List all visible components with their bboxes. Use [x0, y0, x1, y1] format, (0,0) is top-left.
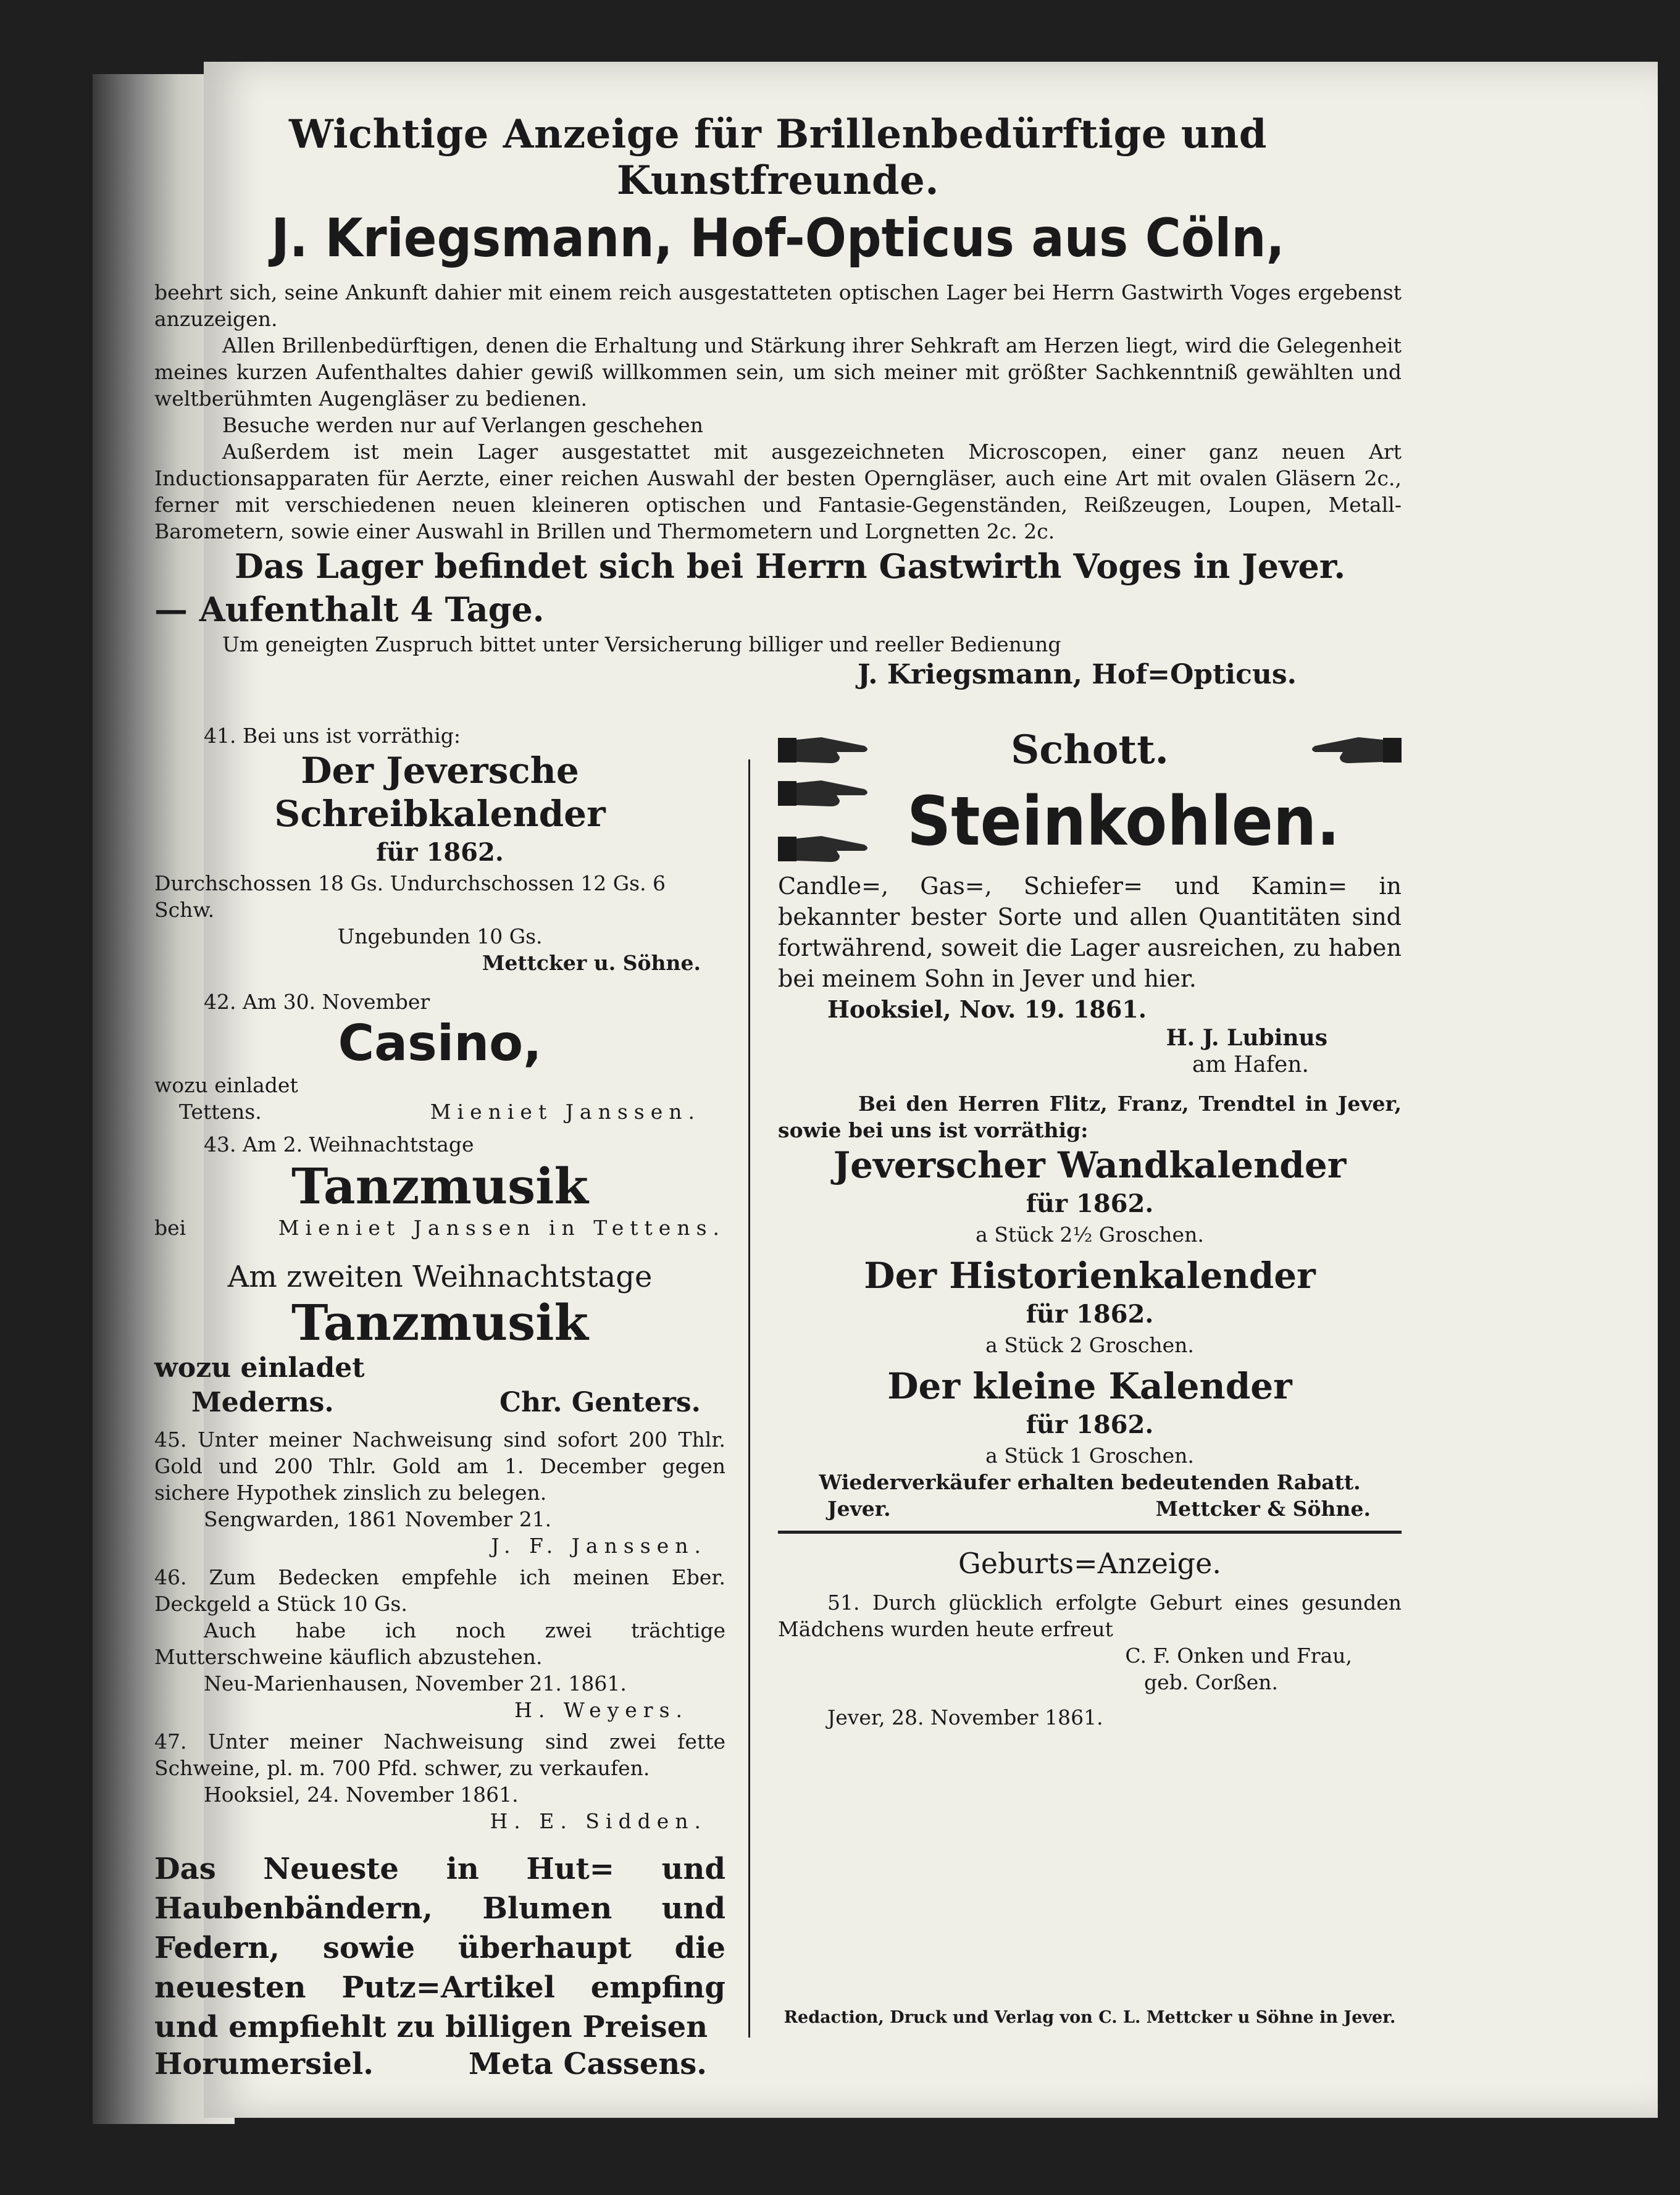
kalender1-title: Jeverscher Wandkalender — [833, 1144, 1347, 1186]
ad43-number: 43. Am 2. Weihnachtstage — [204, 1132, 474, 1156]
column-divider — [748, 759, 750, 2038]
section-rule — [778, 1531, 1402, 1534]
ad48-place: Horumersiel. — [154, 2047, 374, 2081]
ad44-line3 — [154, 1386, 725, 1420]
ad42-signature: Mieniet Janssen. — [430, 1100, 701, 1124]
kohle-signature1: H. J. Lubinus — [1166, 1025, 1327, 1051]
ad46-text2: Auch habe ich noch zwei trächtige Mutterschweine käuflich abzustehen. — [154, 1618, 725, 1669]
geburt-place: Jever, 28. November 1861. — [827, 1705, 1103, 1729]
left-column — [154, 722, 725, 2081]
headline-brillen: Wichtige Anzeige für Brillenbedürftige und Kunstfreunde. — [289, 111, 1267, 204]
ad42-number: 42. Am 30. November — [204, 990, 430, 1014]
ad46-signature: H. Weyers. — [514, 1698, 688, 1722]
ad48-text: Das Neueste in Hut= und Haubenbändern, Blumen und Federn, sowie überhaupt die neuesten Putz=Artikel empfing und empfiehlt zu billigen Preisen — [154, 1852, 725, 2044]
kalender1-price: a Stück 2½ Groschen. — [976, 1223, 1204, 1247]
ad46-text: 46. Zum Bedecken empfehle ich meinen Eber. Deckgeld a Stück 10 Gs. — [154, 1565, 725, 1616]
pointing-hand-left-icon — [1309, 729, 1402, 772]
ad44-signature: Chr. Genters. — [499, 1387, 701, 1418]
hand-stack — [778, 772, 871, 871]
headline-kriegsmann: J. Kriegsmann, Hof-Opticus aus Cöln, — [271, 207, 1285, 269]
kalender1-year: für 1862. — [1026, 1189, 1154, 1218]
ad44-line1: Am zweiten Weihnachtstage — [227, 1260, 653, 1294]
imprint-line: Redaction, Druck und Verlag von C. L. Mettcker u Söhne in Jever. — [784, 2008, 1396, 2027]
aufenthalt-line: — Aufenthalt 4 Tage. — [154, 590, 545, 629]
ad42-line1: wozu einladet — [154, 1073, 298, 1097]
ad45-signature: J. F. Janssen. — [491, 1534, 707, 1558]
ad43-prefix: bei — [154, 1216, 186, 1240]
kalender-signature: Mettcker & Söhne. — [1155, 1497, 1371, 1521]
geburt-signature1: C. F. Onken und Frau, — [1125, 1644, 1352, 1668]
kohle-place: Hooksiel, Nov. 19. 1861. — [827, 995, 1147, 1023]
top-advertisement — [154, 111, 1402, 692]
ad44-line2: wozu einladet — [154, 1352, 365, 1384]
intro-paragraph-2: Allen Brillenbedürftigen, denen die Erhaltung und Stärkung ihrer Sehkraft am Herzen liegt, wird die Gelegenheit meines kurzen Aufenthaltes dahier gewiß willkommen sein, um sich meiner mit größter Sachkenntniß gewählten und weltberühmten Augengläser zu bedienen. — [154, 333, 1402, 411]
geburt-title: Geburts=Anzeige. — [958, 1547, 1221, 1580]
ad44-place: Mederns. — [191, 1387, 334, 1418]
ad41-title: Der Jeversche Schreibkalender — [274, 750, 606, 835]
steinkohlen-title: Steinkohlen. — [906, 782, 1340, 861]
pointing-hand-icon — [778, 729, 871, 772]
kalender3-title: Der kleine Kalender — [887, 1365, 1292, 1407]
kalender3-price: a Stück 1 Groschen. — [985, 1444, 1194, 1468]
ad42-place: Tettens. — [179, 1100, 262, 1124]
ad45-place: Sengwarden, 1861 November 21. — [204, 1507, 552, 1531]
pointing-hand-icon — [778, 827, 871, 871]
ad41-number: 41. Bei uns ist vorräthig: — [204, 724, 461, 748]
ad41-price1: Durchschossen 18 Gs. Undurchschossen 12 Gs. 6 Schw. — [154, 871, 666, 922]
kriegsmann-signature: J. Kriegsmann, Hof=Opticus. — [857, 659, 1297, 690]
ad41-signature: Mettcker u. Söhne. — [482, 951, 701, 975]
lager-line: Das Lager befindet sich bei Herrn Gastwirth Voges in Jever. — [235, 546, 1346, 586]
steinkohlen-row — [778, 772, 1402, 871]
kalender-signature-line — [778, 1495, 1402, 1522]
intro-paragraph-3: Besuche werden nur auf Verlangen geschehen — [222, 413, 703, 437]
geburt-signature2: geb. Corßen. — [1144, 1670, 1278, 1694]
ad44-title: Tanzmusik — [291, 1294, 588, 1352]
ad43-line1 — [154, 1215, 725, 1241]
ad46-place: Neu-Marienhausen, November 21. 1861. — [204, 1671, 627, 1695]
pointing-hand-icon — [778, 772, 871, 815]
schott-row — [778, 729, 1402, 772]
ad47-signature: H. E. Sidden. — [490, 1809, 707, 1833]
ad41-year: für 1862. — [376, 838, 504, 867]
kalender2-year: für 1862. — [1026, 1300, 1154, 1329]
kohle-text: Candle=, Gas=, Schiefer= und Kamin= in bekannter bester Sorte und allen Quantitäten sind fortwährend, soweit die Lager ausreichen, zu haben bei meinem Sohn in Jever und hier. — [778, 872, 1402, 992]
kalender-rabatt: Wiederverkäufer erhalten bedeutenden Rabatt. — [819, 1470, 1361, 1494]
schott-title: Schott. — [1011, 727, 1169, 773]
ad47-place: Hooksiel, 24. November 1861. — [204, 1783, 519, 1807]
intro-paragraph-4: Außerdem ist mein Lager ausgestattet mit ausgezeichneten Microscopen, einer ganz neuen Art Inductionsapparaten für Aerzte, einer reichen Auswahl der besten Operngläser, auch eine Art mit ovalen Gläsern 2c., ferner mit verschiedenen neuen kleineren optischen und Fantasie-Gegenständen, Reißzeugen, Loupen, Metall-Barometern, sowie einer Auswahl in Brillen und Thermometern und Lorgnetten 2c. 2c. — [154, 440, 1402, 543]
ad48-signature-line — [154, 2047, 725, 2081]
geburt-text: 51. Durch glücklich erfolgte Geburt eines gesunden Mädchens wurden heute erfreut — [778, 1591, 1402, 1641]
ad48-signature: Meta Cassens. — [468, 2047, 707, 2081]
ad42-line2 — [154, 1098, 725, 1125]
ad47-text: 47. Unter meiner Nachweisung sind zwei fette Schweine, pl. m. 700 Pfd. schwer, zu verkaufen. — [154, 1729, 725, 1780]
kalender3-year: für 1862. — [1026, 1410, 1154, 1439]
ad43-signature: Mieniet Janssen in Tettens. — [278, 1216, 725, 1240]
kalender-place: Jever. — [827, 1497, 891, 1521]
kohle-signature2: am Hafen. — [1192, 1052, 1309, 1077]
kalender2-title: Der Historienkalender — [864, 1255, 1316, 1297]
right-column — [778, 722, 1402, 1731]
ad45-text: 45. Unter meiner Nachweisung sind sofort 200 Thlr. Gold und 200 Thlr. Gold am 1. December gegen sichere Hypothek zinslich zu belegen. — [154, 1428, 725, 1505]
two-column-section — [154, 722, 1402, 2081]
ad43-title: Tanzmusik — [291, 1157, 588, 1215]
ad41-price2: Ungebunden 10 Gs. — [337, 924, 543, 948]
intro-paragraph-1: beehrt sich, seine Ankunft dahier mit einem reich ausgestatteten optischen Lager bei Herrn Gastwirth Voges ergebenst anzuzeigen. — [154, 280, 1402, 331]
kalender-intro: Bei den Herren Flitz, Franz, Trendtel in Jever, sowie bei uns ist vorräthig: — [778, 1092, 1402, 1142]
zuspruch-line: Um geneigten Zuspruch bittet unter Versicherung billiger und reeller Bedienung — [222, 632, 1061, 656]
ad42-title: Casino, — [338, 1014, 542, 1072]
kalender2-price: a Stück 2 Groschen. — [985, 1333, 1194, 1357]
